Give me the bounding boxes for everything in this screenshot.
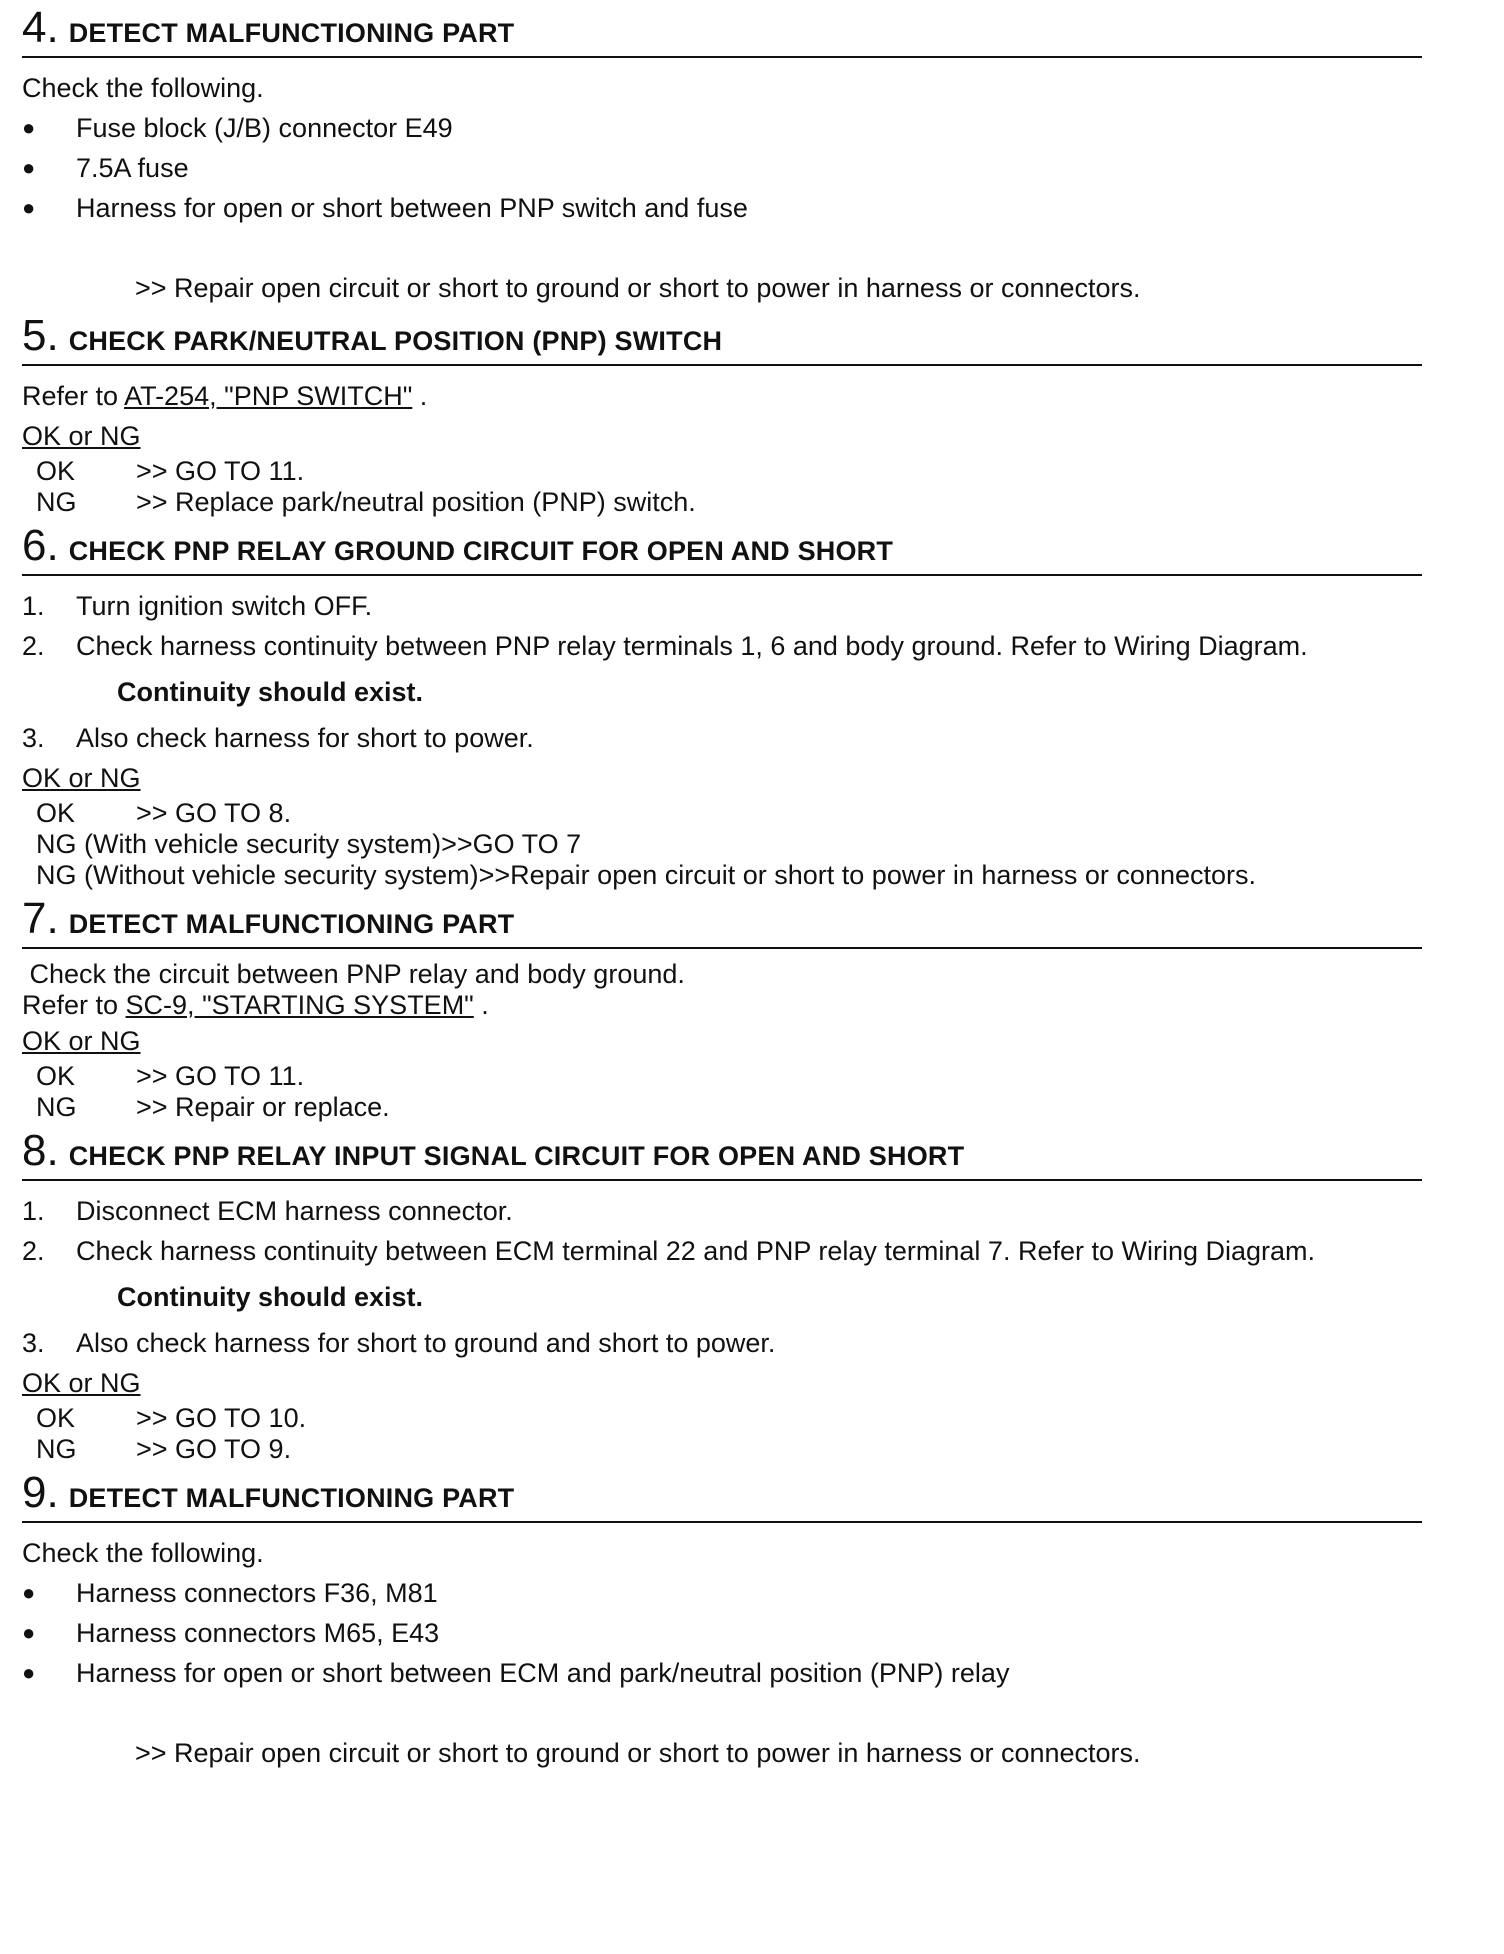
repair-instruction: >> Repair open circuit or short to ground or short to power in harness or connectors.	[135, 273, 1141, 303]
section-header	[22, 891, 1422, 949]
list-item	[22, 1613, 1422, 1653]
step-number: 2.	[22, 1236, 45, 1266]
list-item-text: Harness for open or short between ECM and park/neutral position (PNP) relay	[76, 1658, 1010, 1688]
step-text: Check harness continuity between PNP relay terminals 1, 6 and body ground. Refer to Wiring Diagram.	[76, 631, 1308, 661]
section-9	[22, 1465, 1422, 1773]
step-item	[22, 626, 1422, 666]
list-item	[22, 1573, 1422, 1613]
bullet-icon: ●	[22, 155, 36, 180]
result-text: >> GO TO 11.	[136, 456, 305, 486]
list-item-text: Harness connectors M65, E43	[76, 1618, 440, 1648]
section-6	[22, 518, 1422, 891]
section-header	[22, 308, 1422, 366]
ok-or-ng-heading: OK or NG	[22, 763, 141, 793]
refer-suffix: .	[473, 990, 489, 1020]
step-item	[22, 718, 1422, 758]
result-text: NG (Without vehicle security system)>>Repair open circuit or short to power in harness or connectors.	[36, 860, 1256, 890]
list-item	[22, 1653, 1422, 1693]
bullet-icon: ●	[22, 1620, 36, 1645]
list-item-text: 7.5A fuse	[76, 153, 189, 183]
section-4	[22, 0, 1422, 308]
result-key: OK	[36, 798, 76, 828]
document-page	[22, 0, 1422, 1773]
result-row	[22, 1092, 1422, 1123]
specification: Continuity should exist.	[117, 677, 424, 707]
result-row	[22, 860, 1422, 891]
body-text: Check the circuit between PNP relay and body ground.	[22, 959, 685, 989]
section-number: 8.	[22, 1126, 59, 1175]
result-text: >> GO TO 10.	[136, 1403, 307, 1433]
list-item	[22, 188, 1422, 228]
result-row	[22, 829, 1422, 860]
step-number: 3.	[22, 723, 45, 753]
result-text: >> GO TO 8.	[136, 798, 292, 828]
section-7	[22, 891, 1422, 1123]
result-key: NG	[36, 487, 77, 517]
step-number: 2.	[22, 631, 45, 661]
step-number: 1.	[22, 1196, 45, 1226]
section-title: DETECT MALFUNCTIONING PART	[68, 18, 515, 48]
section-number: 4.	[22, 3, 59, 52]
bullet-icon: ●	[22, 195, 36, 220]
section-header	[22, 1465, 1422, 1523]
result-text: >> GO TO 9.	[136, 1434, 292, 1464]
section-header	[22, 518, 1422, 576]
step-text: Also check harness for short to ground and short to power.	[76, 1328, 776, 1358]
ok-or-ng-heading: OK or NG	[22, 1026, 141, 1056]
section-title: CHECK PNP RELAY GROUND CIRCUIT FOR OPEN AND SHORT	[68, 536, 894, 566]
step-item	[22, 586, 1422, 626]
section-number: 5.	[22, 311, 59, 360]
refer-prefix: Refer to	[22, 990, 126, 1020]
list-item	[22, 108, 1422, 148]
list-item-text: Harness for open or short between PNP switch and fuse	[76, 193, 748, 223]
section-number: 9.	[22, 1468, 59, 1517]
section-title: CHECK PNP RELAY INPUT SIGNAL CIRCUIT FOR OPEN AND SHORT	[68, 1141, 965, 1171]
step-text: Turn ignition switch OFF.	[76, 591, 373, 621]
result-key: NG	[36, 1092, 77, 1122]
section-title: DETECT MALFUNCTIONING PART	[68, 909, 515, 939]
result-row	[22, 1061, 1422, 1092]
section-number: 6.	[22, 521, 59, 570]
bullet-icon: ●	[22, 1580, 36, 1605]
section-header	[22, 0, 1422, 58]
list-item-text: Harness connectors F36, M81	[76, 1578, 438, 1608]
list-item-text: Fuse block (J/B) connector E49	[76, 113, 453, 143]
repair-instruction: >> Repair open circuit or short to ground or short to power in harness or connectors.	[135, 1738, 1141, 1768]
refer-suffix: .	[412, 381, 428, 411]
section-header	[22, 1123, 1422, 1181]
step-text: Also check harness for short to power.	[76, 723, 534, 753]
section-number: 7.	[22, 894, 59, 943]
result-text: >> Repair or replace.	[136, 1092, 390, 1122]
section-title: DETECT MALFUNCTIONING PART	[68, 1483, 515, 1513]
result-row	[22, 798, 1422, 829]
result-key: OK	[36, 456, 76, 486]
list-item	[22, 148, 1422, 188]
refer-prefix: Refer to	[22, 381, 125, 411]
ok-or-ng-heading: OK or NG	[22, 1368, 141, 1398]
section-8	[22, 1123, 1422, 1465]
result-key: OK	[36, 1061, 76, 1091]
step-item	[22, 1191, 1422, 1231]
result-row	[22, 1403, 1422, 1434]
result-row	[22, 1434, 1422, 1465]
result-key: OK	[36, 1403, 76, 1433]
refer-line	[22, 376, 1422, 416]
intro-text: Check the following.	[22, 1538, 264, 1568]
result-row	[22, 456, 1422, 487]
step-number: 3.	[22, 1328, 45, 1358]
section-5	[22, 308, 1422, 518]
step-item	[22, 1231, 1422, 1271]
ok-or-ng-heading: OK or NG	[22, 421, 141, 451]
step-text: Disconnect ECM harness connector.	[76, 1196, 513, 1226]
step-text: Check harness continuity between ECM terminal 22 and PNP relay terminal 7. Refer to Wiring Diagram.	[76, 1236, 1316, 1266]
result-key: NG	[36, 1434, 77, 1464]
reference-link[interactable]: AT-254, "PNP SWITCH"	[124, 381, 413, 411]
reference-link[interactable]: SC-9, "STARTING SYSTEM"	[125, 990, 474, 1020]
intro-text: Check the following.	[22, 73, 264, 103]
refer-line	[22, 990, 1422, 1021]
step-number: 1.	[22, 591, 45, 621]
result-row	[22, 487, 1422, 518]
step-item	[22, 1323, 1422, 1363]
result-text: >> Replace park/neutral position (PNP) switch.	[136, 487, 696, 517]
specification: Continuity should exist.	[117, 1282, 424, 1312]
result-text: NG (With vehicle security system)>>GO TO 7	[36, 829, 582, 859]
bullet-icon: ●	[22, 115, 36, 140]
section-title: CHECK PARK/NEUTRAL POSITION (PNP) SWITCH	[68, 326, 723, 356]
bullet-icon: ●	[22, 1660, 36, 1685]
result-text: >> GO TO 11.	[136, 1061, 305, 1091]
